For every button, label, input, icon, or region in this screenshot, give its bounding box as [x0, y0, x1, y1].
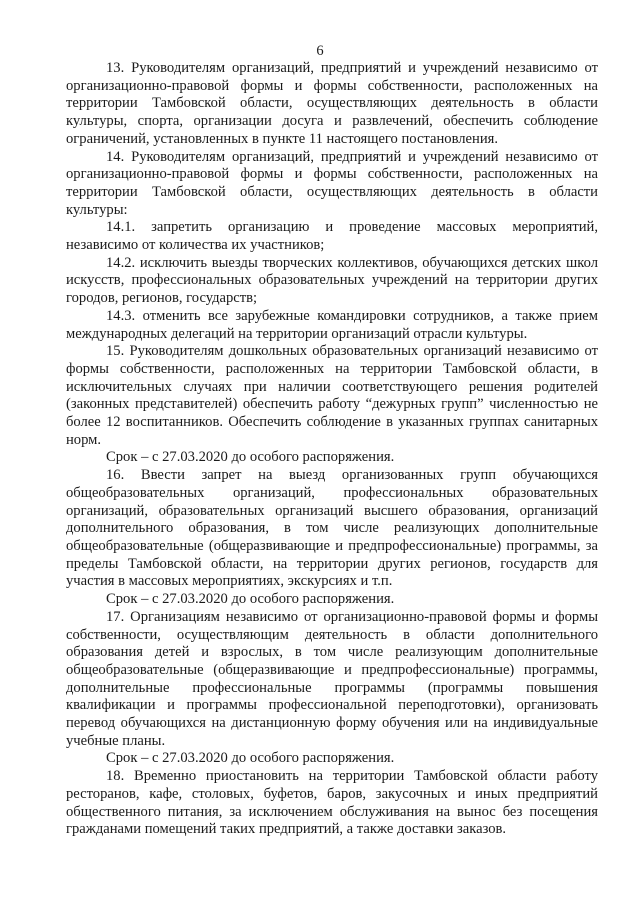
deadline-17: Срок – с 27.03.2020 до особого распоряжения. [106, 750, 395, 767]
paragraph-15: 15. Руководителям дошкольных образовательных организаций независимо от формы собственности, расположенных на территории Тамбовской области, в исключительных случаях при наличии соответствующего решения родителей (законных представителей) обеспечить работу “дежурных групп” численностью не более 12 воспитанников. Обеспечить соблюдение в указанных группах санитарных норм. [66, 343, 598, 448]
deadline-15: Срок – с 27.03.2020 до особого распоряжения. [106, 449, 395, 466]
page-number: 6 [316, 43, 324, 59]
paragraph-16: 16. Ввести запрет на выезд организованных групп обучающихся общеобразовательных организаций, профессиональных образовательных организаций, образовательных организаций высшего образования, организаций дополнительного образования, в том числе реализующих дополнительные общеобразовательные (общеразвивающие и предпрофессиональные) программы, за пределы Тамбовской области, на территории других регионов, государств для участия в массовых мероприятиях, экскурсиях и т.п. [66, 467, 598, 590]
paragraph-13: 13. Руководителям организаций, предприятий и учреждений независимо от организационно-правовой формы и формы собственности, расположенных на территории Тамбовской области, осуществляющих деятельность в области культуры, спорта, организации досуга и развлечений, обеспечить соблюдение ограничений, установленных в пункте 11 настоящего постановления. [66, 60, 598, 147]
paragraph-14-2: 14.2. исключить выезды творческих коллективов, обучающихся детских школ искусств, профессиональных образовательных учреждений на территории других городов, регионов, государств; [66, 254, 598, 307]
paragraph-18: 18. Временно приостановить на территории Тамбовской области работу ресторанов, кафе, столовых, буфетов, баров, закусочных и иных предприятий общественного питания, за исключением обслуживания на вынос без посещения гражданами помещений таких предприятий, а также доставки заказов. [66, 768, 598, 838]
paragraph-17: 17. Организациям независимо от организационно-правовой формы и формы собственности, осуществляющим деятельность в области дополнительного образования детей и взрослых, в том числе реализующим дополнительные общеобразовательные (общеразвивающие и предпрофессиональные) программы, дополнительные профессиональные программы (программы повышения квалификации и программы профессиональной переподготовки), организовать перевод обучающихся на дистанционную форму обучения или на индивидуальные учебные планы. [66, 608, 598, 749]
paragraph-14: 14. Руководителям организаций, предприятий и учреждений независимо от организационно-правовой формы и формы собственности, расположенных на территории Тамбовской области, осуществляющих деятельность в области культуры: [66, 148, 598, 218]
paragraph-14-3: 14.3. отменить все зарубежные командировки сотрудников, а также прием международных делегаций на территории организаций отрасли культуры. [66, 307, 598, 342]
paragraph-14-1: 14.1. запретить организацию и проведение массовых мероприятий, независимо от количества их участников; [66, 219, 598, 254]
document-body [66, 60, 598, 839]
deadline-16: Срок – с 27.03.2020 до особого распоряжения. [106, 591, 395, 608]
